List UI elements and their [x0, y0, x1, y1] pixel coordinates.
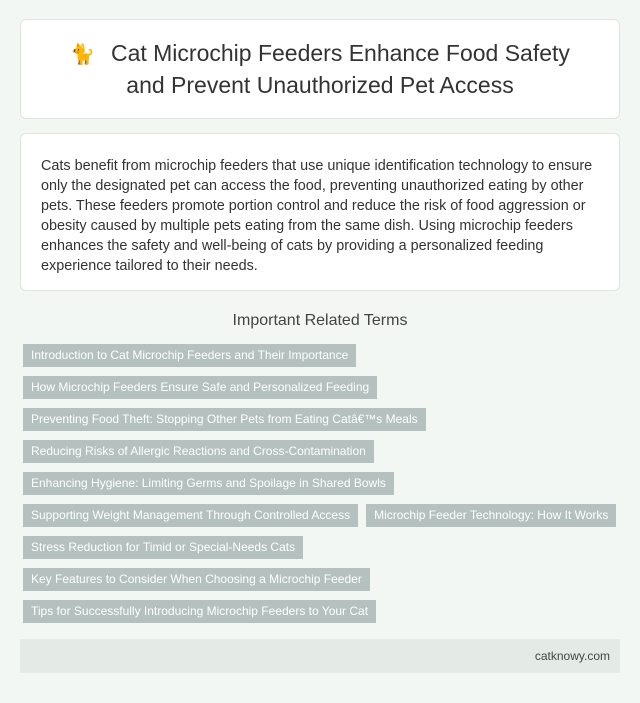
- description-text: Cats benefit from microchip feeders that use unique identification technology to ensure only the designated pet can access the food, preventing unauthorized eating by other pets. These feeders promote portion control and reduce the risk of food aggression or obesity caused by multiple pets eating from the same dish. Using microchip feeders enhances the safety and well-being of cats by providing a personalized feeding experience tailored to their needs.: [41, 158, 593, 274]
- related-term-tag[interactable]: How Microchip Feeders Ensure Safe and Personalized Feeding: [23, 376, 377, 399]
- description-card: [20, 133, 620, 291]
- footer-site-link[interactable]: catknowy.com: [534, 649, 610, 663]
- related-term-tag[interactable]: Stress Reduction for Timid or Special-Needs Cats: [23, 536, 303, 559]
- related-term-tag[interactable]: Enhancing Hygiene: Limiting Germs and Spoilage in Shared Bowls: [23, 472, 394, 495]
- related-term-tag[interactable]: Microchip Feeder Technology: How It Works: [366, 504, 616, 527]
- related-terms-heading: Important Related Terms: [232, 312, 408, 329]
- page-title-text: Cat Microchip Feeders Enhance Food Safety and Prevent Unauthorized Pet Access: [110, 40, 570, 98]
- related-term-tag[interactable]: Preventing Food Theft: Stopping Other Pets from Eating Catâ€™s Meals: [23, 408, 426, 431]
- related-term-tag[interactable]: Reducing Risks of Allergic Reactions and Cross-Contamination: [23, 440, 374, 463]
- related-terms-list: [23, 344, 623, 623]
- footer: [20, 639, 620, 673]
- related-term-tag[interactable]: Introduction to Cat Microchip Feeders and Their Importance: [23, 344, 356, 367]
- related-term-tag[interactable]: Supporting Weight Management Through Controlled Access: [23, 504, 358, 527]
- related-term-tag[interactable]: Tips for Successfully Introducing Microchip Feeders to Your Cat: [23, 600, 376, 623]
- page-title: [51, 38, 589, 100]
- cat-icon: 🐈: [70, 44, 95, 66]
- related-term-tag[interactable]: Key Features to Consider When Choosing a Microchip Feeder: [23, 568, 370, 591]
- title-card: [20, 19, 620, 119]
